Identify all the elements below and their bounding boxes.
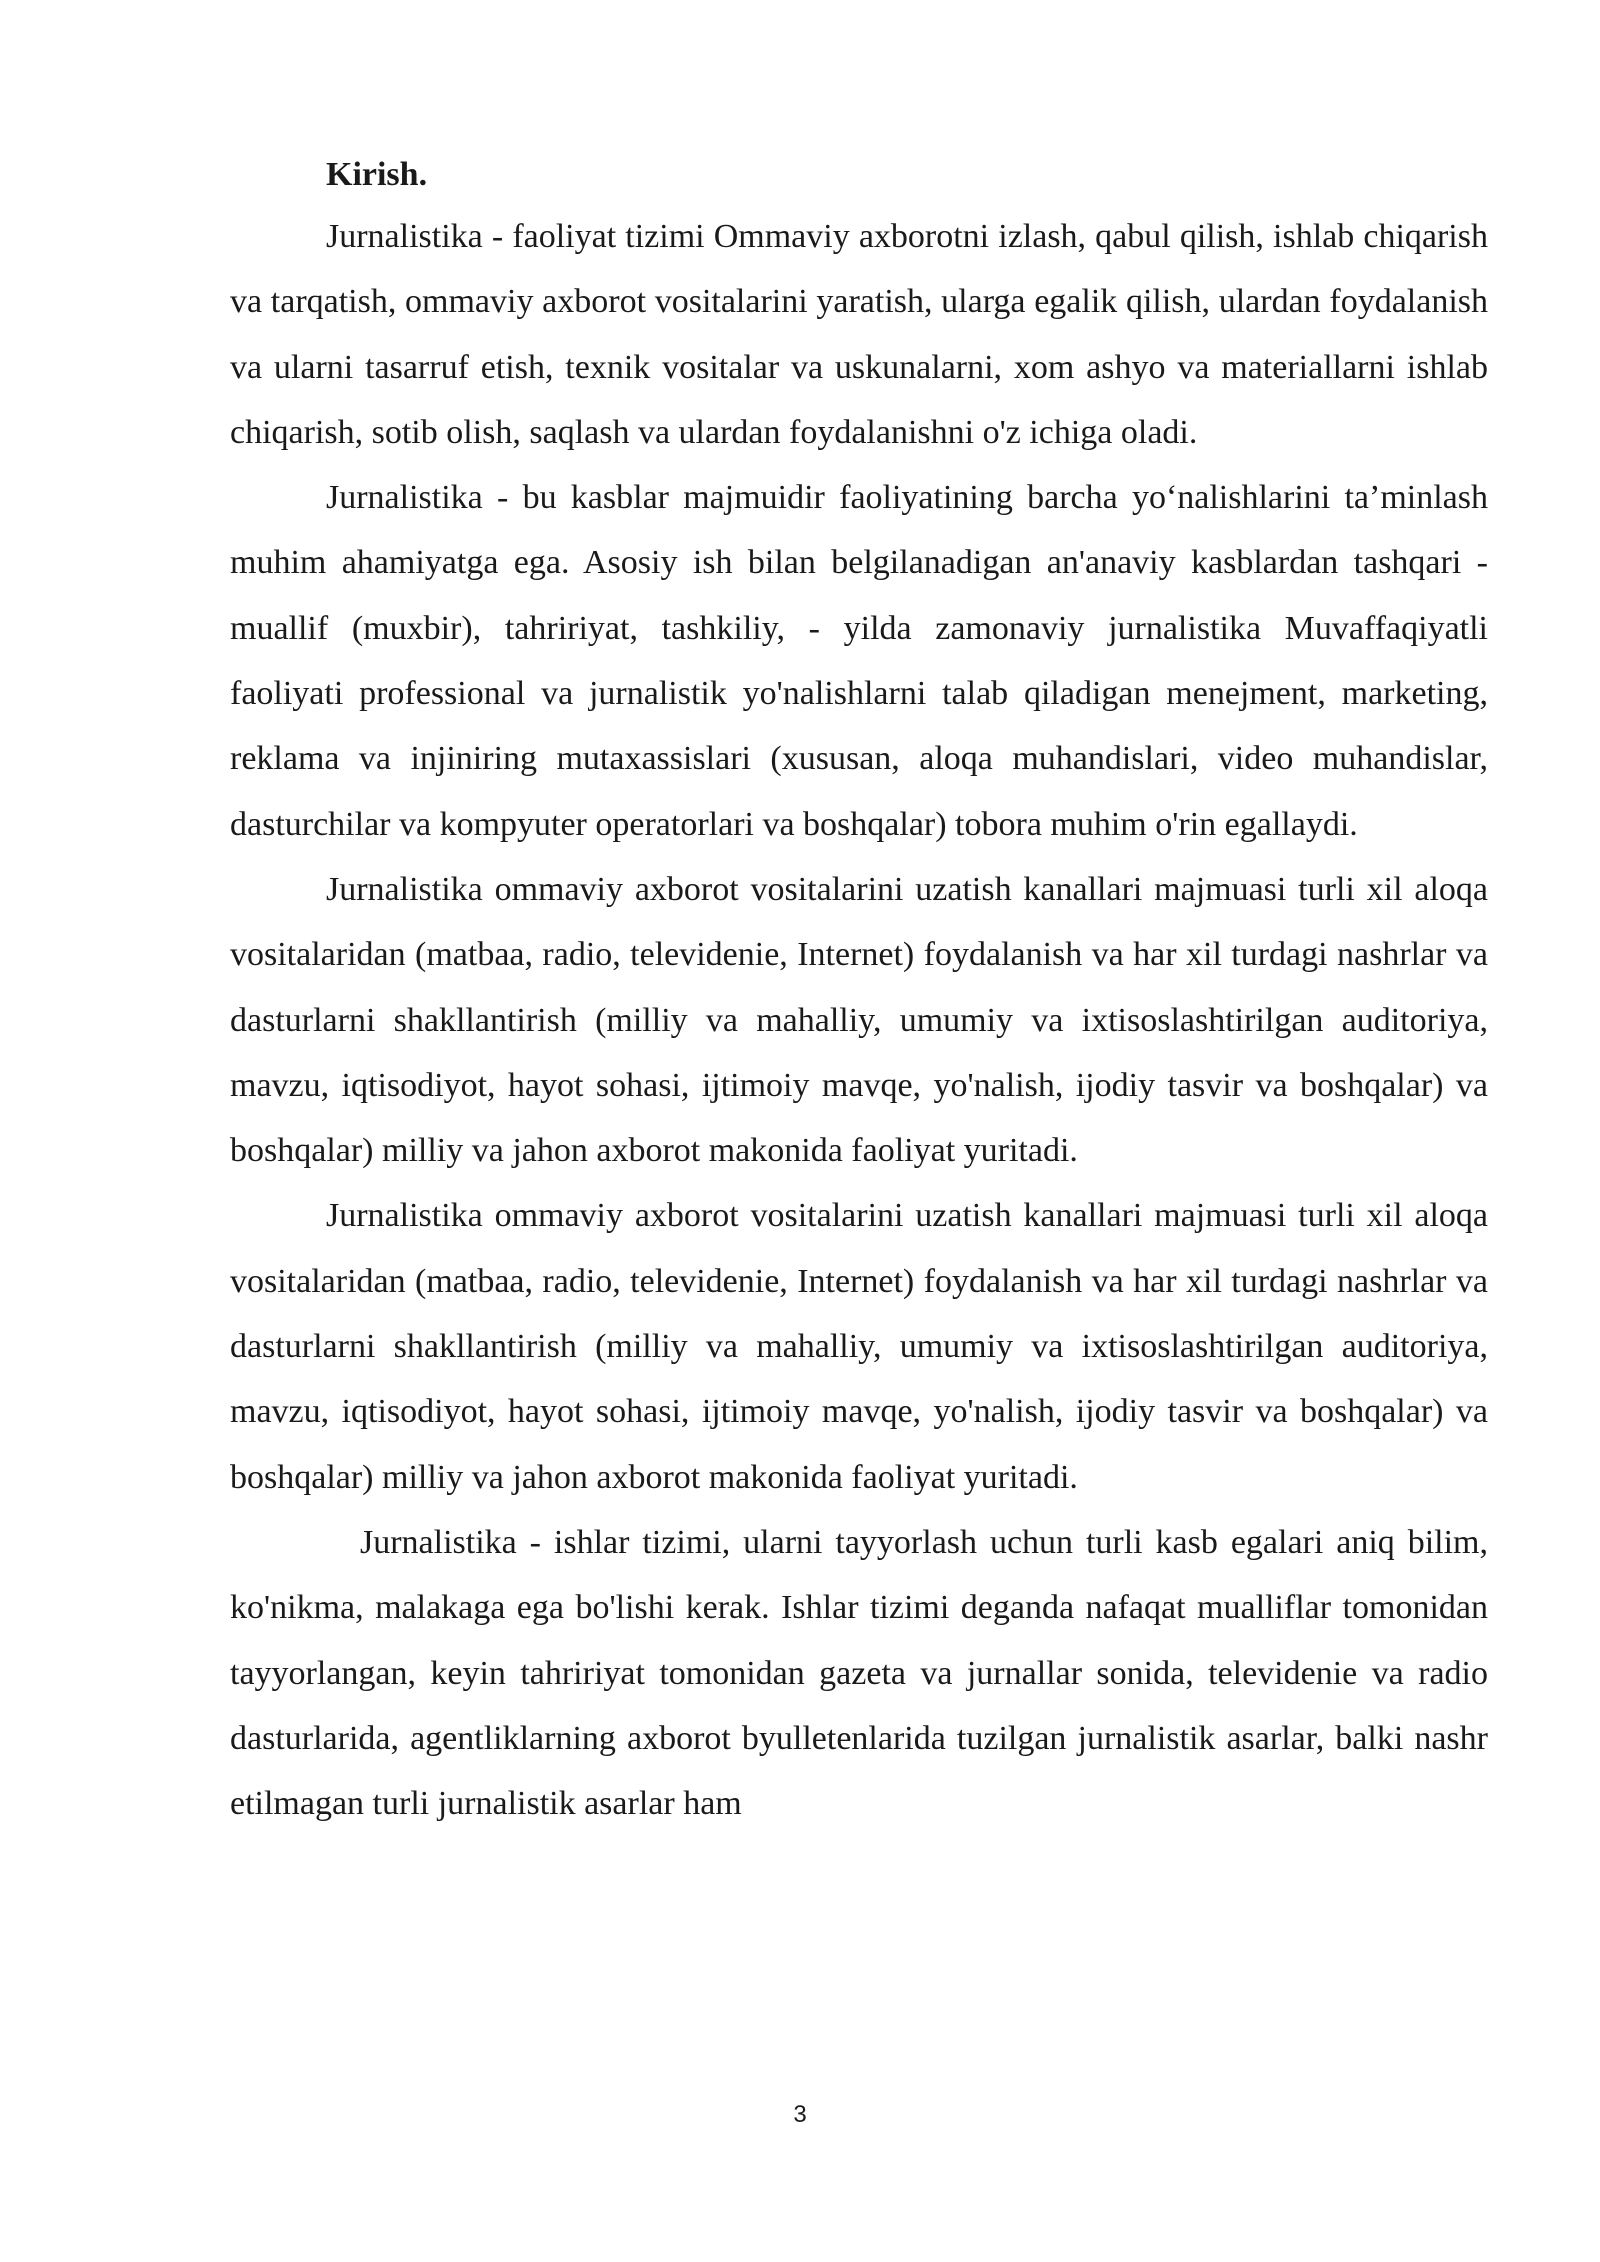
- paragraph-1: Jurnalistika - faoliyat tizimi Ommaviy axborotni izlash, qabul qilish, ishlab chiqarish va tarqatish, ommaviy axborot vositalarini yaratish, ularga egalik qilish, ulardan foydalanish va ularni tasarruf etish, texnik vositalar va uskunalarni, xom ashyo va materiallarni ishlab chiqarish, sotib olish, saqlash va ulardan foydalanishni o'z ichiga oladi.: [230, 218, 1488, 451]
- paragraph-2: Jurnalistika - bu kasblar majmuidir faoliyatining barcha yo‘nalishlarini ta’minlash muhim ahamiyatga ega. Asosiy ish bilan belgilanadigan an'anaviy kasblardan tashqari - muallif (muxbir), tahririyat, tashkiliy, - yilda zamonaviy jurnalistika Muvaffaqiyatli faoliyati professional va jurnalistik yo'nalishlarni talab qiladigan menejment, marketing, reklama va injiniring mutaxassislari (xususan, aloqa muhandislari, video muhandislar, dasturchilar va kompyuter operatorlari va boshqalar) tobora muhim o'rin egallaydi.: [230, 479, 1488, 843]
- page-number: 3: [793, 2101, 807, 2128]
- section-heading: Kirish.: [326, 156, 428, 193]
- paragraph-4: Jurnalistika ommaviy axborot vositalarini uzatish kanallari majmuasi turli xil aloqa vositalaridan (matbaa, radio, televidenie, Internet) foydalanish va har xil turdagi nashrlar va dasturlarni shakllantirish (milliy va mahalliy, umumiy va ixtisoslashtirilgan auditoriya, mavzu, iqtisodiyot, hayot sohasi, ijtimoiy mavqe, yo'nalish, ijodiy tasvir va boshqalar) va boshqalar) milliy va jahon axborot makonida faoliyat yuritadi.: [230, 1197, 1488, 1496]
- document-body: [230, 150, 1488, 1836]
- paragraph-3: Jurnalistika ommaviy axborot vositalarini uzatish kanallari majmuasi turli xil aloqa vositalaridan (matbaa, radio, televidenie, Internet) foydalanish va har xil turdagi nashrlar va dasturlarni shakllantirish (milliy va mahalliy, umumiy va ixtisoslashtirilgan auditoriya, mavzu, iqtisodiyot, hayot sohasi, ijtimoiy mavqe, yo'nalish, ijodiy tasvir va boshqalar) va boshqalar) milliy va jahon axborot makonida faoliyat yuritadi.: [230, 870, 1488, 1170]
- paragraph-5: Jurnalistika - ishlar tizimi, ularni tayyorlash uchun turli kasb egalari aniq bilim, ko'nikma, malakaga ega bo'lishi kerak. Ishlar tizimi deganda nafaqat mualliflar tomonidan tayyorlangan, keyin tahririyat tomonidan gazeta va jurnallar sonida, televidenie va radio dasturlarida, agentliklarning axborot byulletenlarida tuzilgan jurnalistik asarlar, balki nashr etilmagan turli jurnalistik asarlar ham: [230, 1523, 1488, 1823]
